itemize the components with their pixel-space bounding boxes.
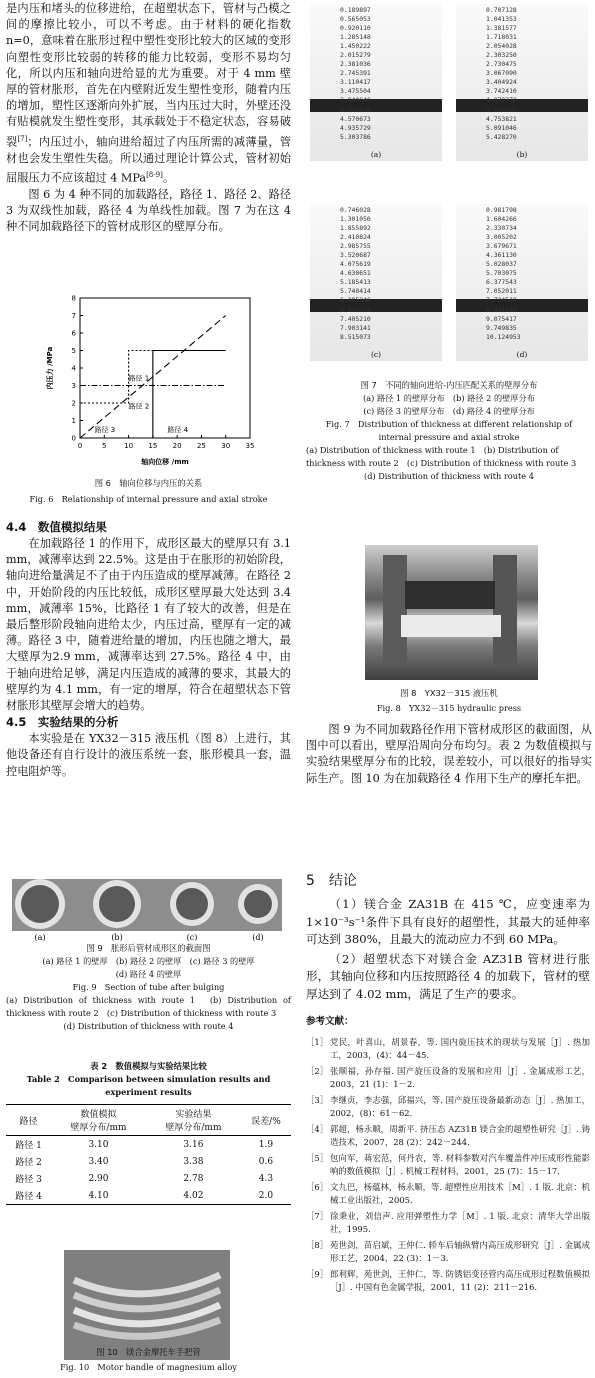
fig9-sub-d-zh: (d) 路径 4 的壁厚 bbox=[115, 969, 182, 979]
fig7-value: 3.404924 bbox=[486, 78, 517, 87]
fig7-panel-3 bbox=[310, 204, 442, 361]
table-row bbox=[6, 1153, 291, 1170]
fig7-value: 1.301050 bbox=[340, 215, 371, 224]
reference-item bbox=[306, 1181, 590, 1207]
left-top-text bbox=[6, 1, 291, 235]
fig9-sub-c-en: (c) Distribution of thickness with route 3 bbox=[106, 1008, 277, 1018]
cite-8-9: [8-9] bbox=[146, 170, 163, 179]
tube-section-inner bbox=[21, 885, 59, 923]
fig7-sub-a-en: (a) Distribution of thickness with route 1 bbox=[306, 445, 476, 455]
x-tick-label: 30 bbox=[221, 442, 231, 450]
fig9-captions bbox=[6, 942, 291, 1033]
table-header-text: 数值模拟 bbox=[80, 1110, 117, 1120]
x-tick-label: 15 bbox=[148, 442, 158, 450]
fig7-value: 3.679671 bbox=[486, 242, 517, 251]
x-tick-label: 35 bbox=[245, 442, 255, 450]
fig7-value: 3.940640 bbox=[340, 96, 371, 105]
tube-section-inner bbox=[244, 890, 272, 918]
fig9-caption-zh: 图 9 胀形后管材成形区的截面图 bbox=[86, 943, 211, 953]
table-header-cell bbox=[6, 1105, 51, 1136]
fig7-caption-en: Fig. 7 Distribution of thickness at different relationship of internal pressure and axial stroke bbox=[325, 419, 573, 442]
fig7-value: 6.295346 bbox=[340, 296, 371, 305]
reference-number: ［1］ bbox=[306, 1037, 329, 1047]
x-axis-label: 轴向位移 /mm bbox=[141, 458, 189, 466]
fig9-label: (b) bbox=[111, 933, 123, 941]
series-line-3 bbox=[80, 351, 226, 439]
fig7-value: 0.920110 bbox=[340, 24, 371, 33]
fig7-value: 0.707128 bbox=[486, 6, 517, 14]
table-header-cell bbox=[146, 1105, 241, 1136]
reference-item bbox=[306, 1268, 590, 1294]
fig6-chart bbox=[40, 292, 270, 470]
series-annotation: 路径 4 bbox=[167, 425, 189, 434]
fig7-panel-2 bbox=[456, 4, 588, 161]
table-cell: 4.3 bbox=[258, 1173, 274, 1184]
tube-section-inner bbox=[176, 888, 208, 920]
fig7-sub-en bbox=[306, 444, 592, 483]
fig7-value: 1.041353 bbox=[486, 15, 517, 24]
fig7-value: 5.028037 bbox=[486, 260, 517, 269]
fig9-label: (d) bbox=[252, 933, 264, 941]
fig7-sub-c-en: (c) Distribution of thickness with route 3 bbox=[406, 458, 577, 468]
table-cell: 路径 1 bbox=[15, 1141, 42, 1151]
fig7-panel-4 bbox=[456, 204, 588, 361]
reference-text: 李继贞，李志强，邱福兴，等. 国产旋压设备最新动态［J］. 热加工，2002，(8)：61－62. bbox=[330, 1095, 590, 1118]
motor-handle-photo bbox=[64, 1250, 230, 1360]
reference-text: 文九巴，杨蕴林，杨永顺，等. 超塑性应用技术［M］. 1 版. 北京：机械工业出版社，2005. bbox=[330, 1182, 590, 1205]
fig7-value: 4.079372 bbox=[486, 96, 517, 105]
fig7-value: 3.005202 bbox=[486, 233, 517, 242]
table-header-cell bbox=[241, 1105, 291, 1136]
para1: 是内压和堵头的位移进给，在超塑状态下，管材与凸模之间的摩擦比较小，可以不考虑。由于材料的硬化指数 n=0，意味着在胀形过程中塑性变形比较大的区域的变形向塑性变形比较弱的转移的能力比较弱，变形不易均匀化，所以内压和轴向进给显的尤为重要。对于 4 mm 壁厚的管材胀形，首先在内壁附近发生塑性变形，随着内压的增加，塑性区逐渐向外扩展，当内压过大时，外壁还没有贴模就发生塑性变形，其承载处于不稳定状态，容易破裂 bbox=[6, 2, 291, 149]
fig7-value: 3.742410 bbox=[486, 87, 517, 96]
fig7-value: 5.091046 bbox=[486, 123, 517, 132]
table-header-cell bbox=[51, 1105, 146, 1136]
table-header-row bbox=[6, 1105, 291, 1136]
fig7-sub-a-zh: (a) 路径 1 的壁厚分布 bbox=[363, 393, 445, 403]
conclusion-block bbox=[306, 870, 590, 1297]
table-cell: 1.9 bbox=[258, 1139, 274, 1150]
tube-section-inner bbox=[99, 886, 135, 922]
fig7-tube-band bbox=[456, 299, 588, 312]
table-header-text: 实验结果 bbox=[175, 1110, 212, 1120]
fig7-captions bbox=[306, 379, 592, 483]
fig9-sub-b-zh: (b) 路径 2 的壁厚 bbox=[115, 956, 182, 966]
cite-7: [7] bbox=[17, 134, 28, 143]
fig7-value: 4.753821 bbox=[486, 114, 517, 123]
fig7-sub-b-en: (b) Distribution of thickness with route 2 bbox=[306, 445, 559, 468]
fig9-sub-d-en: (d) Distribution of thickness with route 4 bbox=[63, 1021, 234, 1031]
fig7-value: 2.745391 bbox=[340, 69, 371, 78]
fig7-value: 5.303786 bbox=[340, 132, 371, 141]
fig7-sub-d-en: (d) Distribution of thickness with route 4 bbox=[364, 471, 534, 481]
reference-number: ［3］ bbox=[306, 1095, 329, 1105]
fig7-value: 7.903141 bbox=[340, 323, 371, 332]
table-cell: 3.40 bbox=[88, 1156, 109, 1167]
fig7-legend-values bbox=[486, 206, 521, 342]
fig7-value: 0.746028 bbox=[340, 206, 371, 214]
right-para: 图 9 为不同加载路径作用下管材成形区的截面图，从图中可以看出，壁厚沿周向分布均匀。表 2 为数值模拟与实验结果壁厚分布的比较，误差较小，可以很好的指导实际生产。图 10 为在加载路径 4 作用下生产的摩托车把。 bbox=[306, 723, 592, 785]
reference-item bbox=[306, 1065, 590, 1091]
sec5-p1: （1）镁合金 ZA31B 在 415 ℃，应变速率为 1×10⁻³s⁻¹条件下具有良好的超塑性，其最大的延伸率可达到 380%，且最大的流动应力不到 60 MPa。 bbox=[306, 897, 590, 946]
series-annotation: 路径 3 bbox=[94, 425, 116, 434]
fig7-panels bbox=[310, 4, 595, 374]
fig7-value: 2.985755 bbox=[340, 242, 371, 251]
sec45-heading: 4.5 实验结果的分析 bbox=[6, 715, 119, 730]
fig7-value: 7.405210 bbox=[340, 314, 371, 323]
reference-text: 张顺福，孙存福. 国产旋压设备的发展和应用［J］. 金属成形工艺，2003，21 (1)：1－2. bbox=[330, 1066, 590, 1089]
table-cell: 4.10 bbox=[88, 1190, 109, 1201]
fig7-value: 5.740414 bbox=[340, 287, 371, 296]
fig7-value: 4.570673 bbox=[340, 114, 371, 123]
fig7-value: 3.067090 bbox=[486, 69, 517, 78]
fig7-value: 1.855892 bbox=[340, 224, 371, 233]
reference-item bbox=[306, 1210, 590, 1236]
sec44-block bbox=[6, 519, 291, 780]
table-cell: 2.90 bbox=[88, 1173, 109, 1184]
fig7-value: 0.981798 bbox=[486, 206, 517, 214]
fig7-sub-zh-2 bbox=[306, 405, 592, 418]
reference-text: 包向军，蒋宏范，何丹农，等. 材料参数对汽车覆盖件冲压成形性能影响的数值模拟［J］. 机械工程材料，2001，25 (7)：15－17. bbox=[330, 1153, 590, 1176]
reference-number: ［7］ bbox=[306, 1211, 329, 1221]
reference-number: ［5］ bbox=[306, 1153, 329, 1163]
fig7-value: 2.015279 bbox=[340, 51, 371, 60]
hydraulic-press-photo bbox=[365, 545, 538, 680]
reference-text: 郭超，杨永顺，周新平. 挤压态 AZ31B 镁合金的超塑性研究［J］. 铸造技术，2007，28 (2)：242－244. bbox=[330, 1124, 590, 1147]
x-tick-label: 10 bbox=[124, 442, 134, 450]
fig7-sub-b-zh: (b) 路径 2 的壁厚分布 bbox=[452, 393, 535, 403]
fig7-legend-values bbox=[486, 6, 517, 142]
fig7-value: 9.749835 bbox=[486, 323, 517, 332]
reference-item bbox=[306, 1239, 590, 1265]
reference-number: ［9］ bbox=[306, 1269, 329, 1279]
table-cell: 3.16 bbox=[183, 1139, 204, 1150]
table2-title-zh: 表 2 数值模拟与实验结果比较 bbox=[90, 1061, 207, 1071]
fig7-value: 5.703075 bbox=[486, 269, 517, 278]
table2-title-en: Table 2 Comparison between simulation results and experiment results bbox=[26, 1074, 271, 1097]
fig7-value: 4.416597 bbox=[486, 105, 517, 114]
fig7-caption-zh: 图 7 不同的轴向进给-内压匹配关系的壁厚分布 bbox=[360, 380, 538, 390]
fig9-sub-zh-1 bbox=[6, 955, 291, 968]
fig8-caption-en: Fig. 8 YX32－315 hydraulic press bbox=[376, 703, 522, 713]
reference-text: 党民，叶喜山，胡景春，等. 国内旋压技术的现状与发展［J］. 热加工，2003，(4)：44－45. bbox=[330, 1037, 590, 1060]
table-header-text: 壁厚分布/mm bbox=[70, 1123, 127, 1133]
para2: 图 6 为 4 种不同的加载路径，路径 1、路径 2、路径 3 为双线性加载，路径 4 为单线性加载。图 7 为在这 4 种不同加载路径下的管材成形区的壁厚分布。 bbox=[6, 187, 291, 234]
table-cell: 0.6 bbox=[258, 1156, 274, 1167]
fig7-value: 8.401010 bbox=[486, 305, 517, 314]
y-tick-label: 5 bbox=[71, 347, 76, 355]
series-annotation: 路径 1 bbox=[128, 374, 150, 383]
y-tick-label: 1 bbox=[71, 417, 76, 425]
y-tick-label: 8 bbox=[71, 294, 76, 303]
fig7-legend-values bbox=[340, 206, 371, 342]
reference-item bbox=[306, 1152, 590, 1178]
fig7-value: 10.124953 bbox=[486, 332, 521, 341]
reference-number: ［4］ bbox=[306, 1124, 329, 1134]
handle-pipes-drawing bbox=[64, 1250, 230, 1360]
y-tick-label: 4 bbox=[71, 364, 76, 373]
fig7-value: 2.330734 bbox=[486, 224, 517, 233]
fig7-value: 1.450222 bbox=[340, 42, 371, 51]
fig10-caption-en: Fig. 10 Motor handle of magnesium alloy bbox=[60, 1362, 237, 1372]
fig7-value: 2.054028 bbox=[486, 42, 517, 51]
fig8-caption-zh: 图 8 YX32－315 液压机 bbox=[400, 688, 498, 698]
reference-number: ［2］ bbox=[306, 1066, 329, 1076]
fig7-value: 4.630651 bbox=[340, 269, 371, 278]
fig7-value: 2.303250 bbox=[486, 51, 517, 60]
fig9-label: (c) bbox=[186, 933, 198, 941]
fig9-sub-a-zh: (a) 路径 1 的壁厚 bbox=[42, 956, 108, 966]
fig7-value: 3.520687 bbox=[340, 251, 371, 260]
fig9-label: (a) bbox=[34, 933, 46, 941]
fig7-value: 3.475504 bbox=[340, 87, 371, 96]
fig7-value: 7.724519 bbox=[486, 296, 517, 305]
fig7-sub-d-zh: (d) 路径 4 的壁厚分布 bbox=[452, 406, 535, 416]
sec5-p2: （2）超塑状态下对镁合金 AZ31B 管材进行胀形，其轴向位移和内压按照路径 4 的加载下，管材的壁厚达到了 4.02 mm，满足了生产的要求。 bbox=[306, 951, 590, 1001]
fig9-drawing bbox=[12, 879, 282, 941]
table-body bbox=[6, 1136, 291, 1205]
reference-item bbox=[306, 1123, 590, 1149]
table-cell: 路径 3 bbox=[15, 1175, 42, 1185]
fig7-value: 2.410824 bbox=[340, 233, 371, 242]
fig7-panel-1 bbox=[310, 4, 442, 161]
table-row bbox=[6, 1170, 291, 1187]
fig7-value: 3.110417 bbox=[340, 78, 371, 87]
sec45-para: 本实验是在 YX32－315 液压机（图 8）上进行，其他设备还有自行设计的液压系统一套，胀形模具一套，温控电阻炉等。 bbox=[6, 732, 291, 778]
fig7-value: 4.205616 bbox=[340, 105, 371, 114]
fig7-panel-label: (c) bbox=[370, 350, 382, 359]
fig9-sub-en bbox=[6, 994, 291, 1033]
para1b: ；内压过小，轴向进给超过了内压所需的减薄量，管材也会发生塑性失稳。所以通过理论计算公式，管材初始屈服压力不应该超过 4 MPa bbox=[6, 135, 291, 185]
reference-number: ［6］ bbox=[306, 1182, 329, 1192]
fig9-sub-c-zh: (c) 路径 3 的壁厚 bbox=[189, 956, 255, 966]
fig7-value: 6.850270 bbox=[340, 305, 371, 314]
fig7-value: 1.381577 bbox=[486, 24, 517, 33]
x-tick-label: 5 bbox=[102, 442, 107, 450]
fig9-caption-en: Fig. 9 Section of tube after bulging bbox=[72, 982, 225, 992]
x-tick-label: 20 bbox=[172, 442, 182, 450]
reference-text: 徐秉业，刘信声. 应用弹塑性力学［M］. 1 版. 北京：清华大学出版社，1995. bbox=[330, 1211, 590, 1234]
fig7-sub-c-zh: (c) 路径 3 的壁厚分布 bbox=[363, 406, 445, 416]
sec44-para: 在加载路径 1 的作用下，成形区最大的壁厚只有 3.1 mm，减薄率达到 22.5%。这是由于在胀形的初始阶段，轴向进给量满足不了由于内压造成的壁厚减薄。在路径 2 中，开始阶段的内压比较低，成形区壁厚最大处达到 3.4 mm，减薄率 15%，比路径 1 有了较大的改善，但是在最后整形阶段轴向进给太少，内压过高，壁厚有一定的减薄。路径 3 中，随着进给量的增加，内压也随之增大，最大壁厚为2.9 mm，减薄率达到 27.5%。路径 4 中，由于轴向进给足够，满足内压造成的减薄的要求，其最大的壁厚约为 4.1 mm，有一定的增厚，符合在超塑状态下管材胀形其壁厚会增大的趋势。 bbox=[6, 537, 291, 713]
series-annotation: 路径 2 bbox=[128, 402, 150, 411]
table-cell: 路径 2 bbox=[15, 1158, 42, 1168]
fig7-panel-label: (a) bbox=[370, 150, 382, 159]
x-tick-label: 25 bbox=[196, 442, 206, 450]
y-tick-label: 6 bbox=[71, 329, 76, 338]
refs-heading: 参考文献： bbox=[306, 1016, 354, 1027]
fig7-value: 2.381036 bbox=[340, 60, 371, 69]
fig7-value: 6.377543 bbox=[486, 278, 517, 287]
fig9-tube-sections bbox=[12, 879, 282, 941]
sec44-heading: 4.4 数值模拟结果 bbox=[6, 520, 107, 534]
fig7-panel-label: (b) bbox=[516, 150, 528, 159]
reference-text: 苑世剑，苗启斌，王仲仁. 轿车后轴纵臂内高压成形研究［J］. 金属成形工艺，2004，22 (3)：1－3. bbox=[330, 1240, 590, 1263]
table-cell: 2.0 bbox=[258, 1190, 274, 1201]
fig7-value: 0.565053 bbox=[340, 15, 371, 24]
fig7-value: 5.185413 bbox=[340, 278, 371, 287]
fig7-panel-label: (d) bbox=[516, 350, 528, 359]
para1-end: 。 bbox=[162, 171, 175, 185]
fig7-value: 1.285148 bbox=[340, 33, 371, 42]
y-tick-label: 0 bbox=[71, 434, 76, 443]
x-tick-label: 0 bbox=[77, 442, 83, 450]
table-cell: 3.38 bbox=[183, 1156, 204, 1167]
fig7-value: 7.052011 bbox=[486, 287, 517, 296]
table-row bbox=[6, 1187, 291, 1205]
fig7-value: 4.935729 bbox=[340, 123, 371, 132]
reference-number: ［8］ bbox=[306, 1240, 329, 1250]
fig10-caption-zh: 图 10 镁合金摩托车手把管 bbox=[96, 1347, 201, 1357]
fig7-tube-band bbox=[310, 99, 442, 112]
fig7-value: 1.718031 bbox=[486, 33, 517, 42]
fig7-value: 0.189897 bbox=[340, 6, 371, 14]
table-cell: 4.02 bbox=[183, 1190, 204, 1201]
table2-block bbox=[6, 1060, 291, 1205]
table-cell: 2.78 bbox=[183, 1173, 204, 1184]
sec5-heading: 5 结论 bbox=[306, 873, 357, 889]
fig9-sub-b-en: (b) Distribution of thickness with route 2 bbox=[6, 995, 291, 1018]
fig7-tube-band bbox=[310, 299, 442, 312]
fig6-caption-zh: 图 6 轴向位移与内压的关系 bbox=[94, 478, 203, 488]
fig7-tube-band bbox=[456, 99, 588, 112]
y-tick-label: 7 bbox=[71, 312, 76, 320]
fig7-value: 4.361130 bbox=[486, 251, 517, 260]
fig7-value: 2.730475 bbox=[486, 60, 517, 69]
table-header-text: 壁厚分布/mm bbox=[165, 1123, 222, 1133]
fig7-legend-values bbox=[340, 6, 371, 142]
fig7-value: 4.075619 bbox=[340, 260, 371, 269]
reference-item bbox=[306, 1094, 590, 1120]
y-tick-label: 3 bbox=[71, 382, 76, 390]
reference-text: 郎利辉，苑世剑，王仲仁，等. 防锈铝变径管内高压成形过程数值模拟［J］. 中国有色金属学报，2001，11 (2)：211－216. bbox=[330, 1269, 590, 1292]
fig7-value: 9.075417 bbox=[486, 314, 517, 323]
table-cell: 路径 4 bbox=[15, 1192, 42, 1202]
fig7-value: 8.515073 bbox=[340, 332, 371, 341]
fig7-value: 5.428270 bbox=[486, 132, 517, 141]
fig7-value: 1.604266 bbox=[486, 215, 517, 224]
y-tick-label: 2 bbox=[71, 399, 76, 408]
fig6-caption-en: Fig. 6 Relationship of internal pressure and axial stroke bbox=[29, 494, 268, 504]
reference-list bbox=[306, 1036, 590, 1294]
reference-item bbox=[306, 1036, 590, 1062]
table-header-text: 路径 bbox=[19, 1116, 38, 1127]
fig9-sub-a-en: (a) Distribution of thickness with route 1 bbox=[6, 995, 196, 1005]
table-header-text: 误差/% bbox=[251, 1116, 281, 1127]
y-axis-label: 内压力 /MPa bbox=[46, 346, 54, 390]
comparison-table bbox=[6, 1104, 291, 1205]
table-cell: 3.10 bbox=[88, 1139, 109, 1150]
fig7-sub-zh-1 bbox=[306, 392, 592, 405]
table-row bbox=[6, 1136, 291, 1154]
